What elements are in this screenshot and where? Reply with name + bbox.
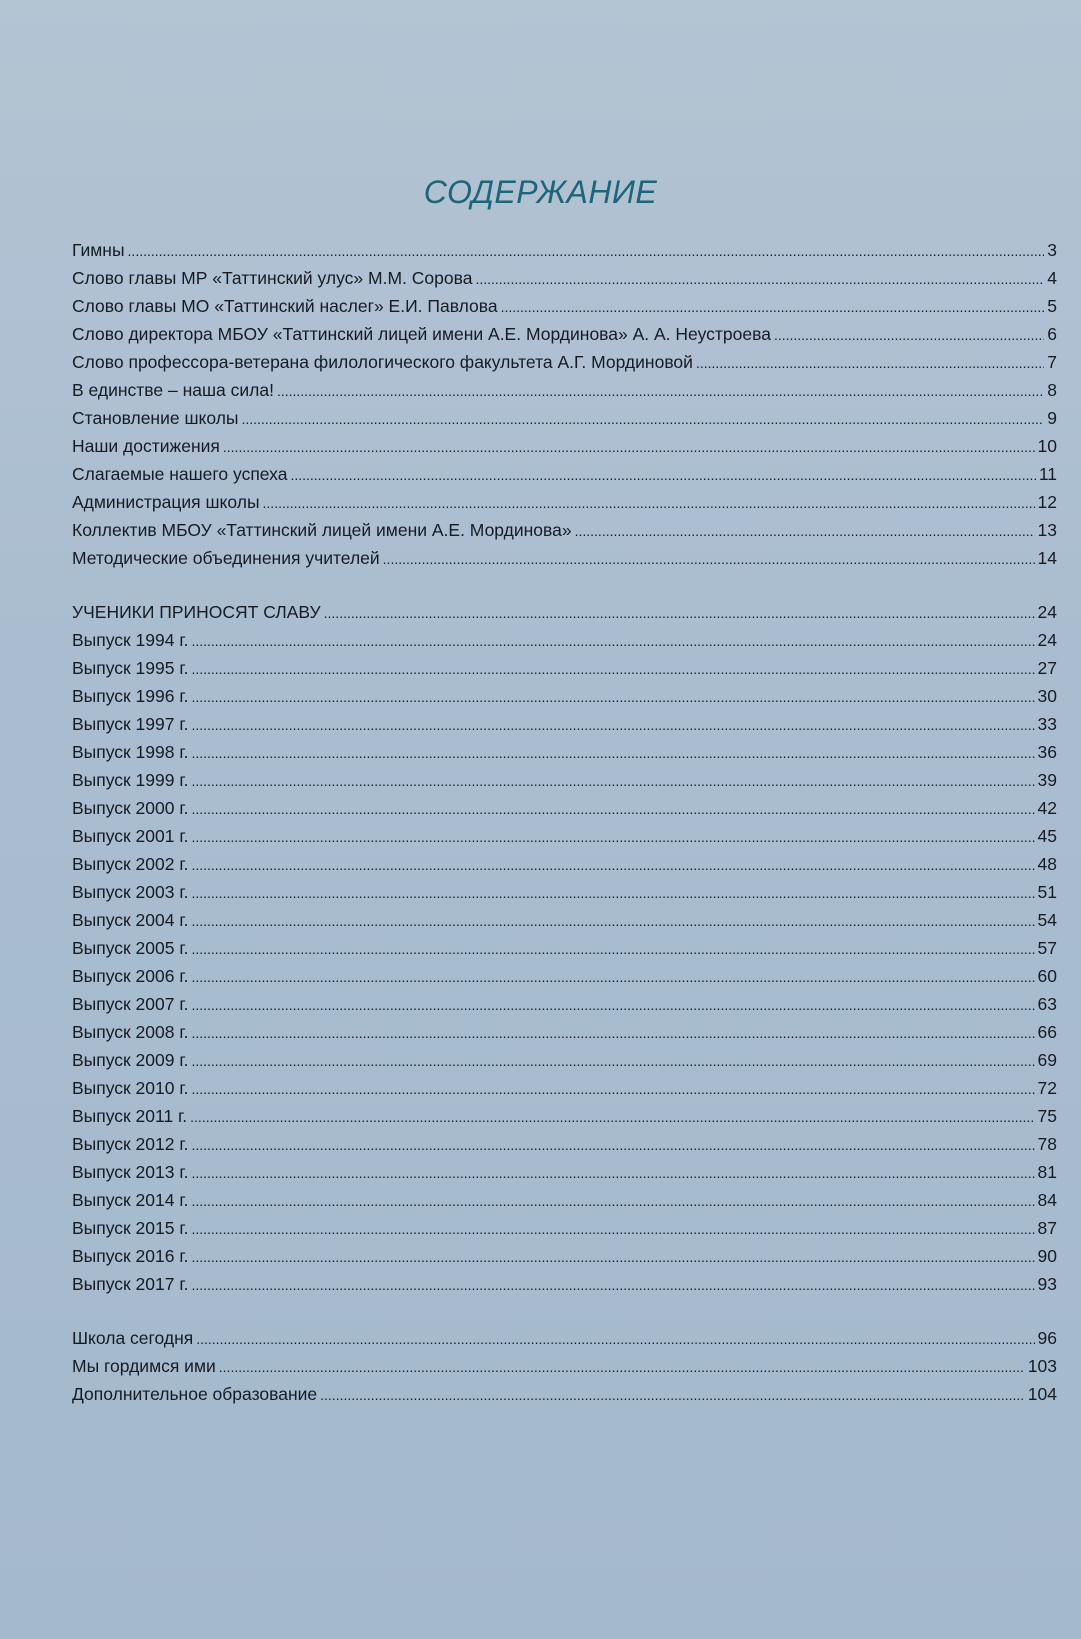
toc-entry-page-number: 57 <box>1037 938 1057 958</box>
toc-entry[interactable] <box>72 292 1057 320</box>
toc-entry[interactable] <box>72 1102 1057 1130</box>
dot-leader <box>475 265 1044 293</box>
toc-entry-page-number: 6 <box>1047 324 1057 344</box>
dot-leader <box>501 293 1044 321</box>
toc-entry-label: Выпуск 2017 г. <box>72 1274 189 1294</box>
toc-entry-page-number: 90 <box>1037 1246 1057 1266</box>
dot-leader <box>223 433 1035 461</box>
toc-entry[interactable] <box>72 404 1057 432</box>
dot-leader <box>191 711 1034 739</box>
toc-entry[interactable] <box>72 766 1057 794</box>
dot-leader <box>320 1381 1025 1409</box>
toc-entry[interactable] <box>72 1352 1057 1380</box>
dot-leader <box>191 1159 1034 1187</box>
toc-entry-label: Администрация школы <box>72 492 260 512</box>
toc-entry-label: Слово главы МР «Таттинский улус» М.М. Сорова <box>72 268 473 288</box>
dot-leader <box>191 767 1034 795</box>
toc-entry-page-number: 42 <box>1037 798 1057 818</box>
toc-entry-page-number: 93 <box>1037 1274 1057 1294</box>
toc-entry-page-number: 5 <box>1047 296 1057 316</box>
dot-leader <box>774 321 1044 349</box>
toc-entry-page-number: 14 <box>1037 548 1057 568</box>
section-spacer <box>72 1298 1057 1324</box>
toc-entry[interactable] <box>72 1186 1057 1214</box>
section-spacer <box>72 572 1057 598</box>
toc-entry[interactable] <box>72 626 1057 654</box>
toc-entry-label: Слово профессора-ветерана филологического факультета А.Г. Мординовой <box>72 352 693 372</box>
toc-entry[interactable] <box>72 488 1057 516</box>
toc-entry-page-number: 54 <box>1037 910 1057 930</box>
toc-entry-label: Выпуск 2000 г. <box>72 798 189 818</box>
toc-entry-label: Выпуск 2007 г. <box>72 994 189 1014</box>
dot-leader <box>324 599 1035 627</box>
toc-entry-page-number: 103 <box>1027 1356 1057 1376</box>
table-of-contents <box>72 236 1057 1408</box>
dot-leader <box>263 489 1035 517</box>
toc-entry[interactable] <box>72 1158 1057 1186</box>
toc-entry-label: Школа сегодня <box>72 1328 194 1348</box>
dot-leader <box>242 405 1045 433</box>
toc-entry[interactable] <box>72 516 1057 544</box>
dot-leader <box>196 1325 1034 1353</box>
toc-entry[interactable] <box>72 460 1057 488</box>
toc-entry-label: Выпуск 2012 г. <box>72 1134 189 1154</box>
toc-entry-page-number: 36 <box>1037 742 1057 762</box>
toc-section-intro <box>72 236 1057 572</box>
toc-entry-label: Выпуск 2013 г. <box>72 1162 189 1182</box>
toc-entry-page-number: 11 <box>1038 464 1057 484</box>
toc-entry-page-number: 96 <box>1037 1328 1057 1348</box>
toc-entry[interactable] <box>72 878 1057 906</box>
dot-leader <box>191 1019 1034 1047</box>
toc-entry-page-number: 66 <box>1037 1022 1057 1042</box>
page-title: СОДЕРЖАНИЕ <box>423 174 658 210</box>
dot-leader <box>191 991 1034 1019</box>
toc-entry-label: Выпуск 2009 г. <box>72 1050 189 1070</box>
toc-entry[interactable] <box>72 1242 1057 1270</box>
toc-entry-page-number: 78 <box>1037 1134 1057 1154</box>
toc-entry[interactable] <box>72 544 1057 572</box>
toc-entry[interactable] <box>72 1018 1057 1046</box>
toc-entry-page-number: 39 <box>1037 770 1057 790</box>
toc-entry[interactable] <box>72 710 1057 738</box>
toc-entry[interactable] <box>72 990 1057 1018</box>
toc-entry-page-number: 75 <box>1037 1106 1057 1126</box>
toc-entry-page-number: 60 <box>1037 966 1057 986</box>
toc-entry[interactable] <box>72 1046 1057 1074</box>
toc-entry-page-number: 87 <box>1037 1218 1057 1238</box>
toc-entry[interactable] <box>72 822 1057 850</box>
toc-entry-label: Выпуск 2010 г. <box>72 1078 189 1098</box>
dot-leader <box>128 237 1044 265</box>
toc-entry[interactable] <box>72 236 1057 264</box>
toc-entry[interactable] <box>72 1324 1057 1352</box>
toc-entry-page-number: 3 <box>1047 240 1057 260</box>
dot-leader <box>191 683 1034 711</box>
toc-entry[interactable] <box>72 432 1057 460</box>
toc-entry[interactable] <box>72 850 1057 878</box>
toc-entry-label: В единстве – наша сила! <box>72 380 274 400</box>
toc-entry-page-number: 8 <box>1047 380 1057 400</box>
dot-leader <box>191 823 1034 851</box>
toc-entry-page-number: 27 <box>1037 658 1057 678</box>
dot-leader <box>190 1103 1034 1131</box>
dot-leader <box>191 963 1034 991</box>
toc-entry-page-number: 24 <box>1037 602 1057 622</box>
dot-leader <box>290 461 1035 489</box>
toc-entry[interactable] <box>72 794 1057 822</box>
toc-entry-label: Слово директора МБОУ «Таттинский лицей имени А.Е. Мординова» А. А. Неустроева <box>72 324 771 344</box>
dot-leader <box>277 377 1044 405</box>
toc-entry-page-number: 10 <box>1037 436 1057 456</box>
dot-leader <box>191 655 1034 683</box>
dot-leader <box>191 907 1034 935</box>
toc-entry-label: Становление школы <box>72 408 239 428</box>
dot-leader <box>383 545 1035 573</box>
toc-entry-label: Гимны <box>72 240 125 260</box>
dot-leader <box>191 1243 1034 1271</box>
toc-entry-label: УЧЕНИКИ ПРИНОСЯТ СЛАВУ <box>72 602 321 622</box>
toc-entry-label: Выпуск 2001 г. <box>72 826 189 846</box>
toc-entry[interactable] <box>72 598 1057 626</box>
dot-leader <box>191 627 1034 655</box>
toc-entry-label: Слагаемые нашего успеха <box>72 464 288 484</box>
toc-entry-page-number: 84 <box>1037 1190 1057 1210</box>
toc-entry-label: Выпуск 1998 г. <box>72 742 189 762</box>
dot-leader <box>191 1271 1034 1299</box>
toc-entry[interactable] <box>72 1074 1057 1102</box>
toc-entry-label: Слово главы МО «Таттинский наслег» Е.И. Павлова <box>72 296 498 316</box>
toc-entry-label: Выпуск 1995 г. <box>72 658 189 678</box>
toc-entry-label: Выпуск 1994 г. <box>72 630 189 650</box>
dot-leader <box>191 795 1034 823</box>
toc-entry-label: Дополнительное образование <box>72 1384 318 1404</box>
toc-entry[interactable] <box>72 738 1057 766</box>
toc-entry[interactable] <box>72 1270 1057 1298</box>
toc-entry[interactable] <box>72 348 1057 376</box>
toc-entry-label: Выпуск 2015 г. <box>72 1218 189 1238</box>
dot-leader <box>696 349 1044 377</box>
toc-entry[interactable] <box>72 1130 1057 1158</box>
toc-entry-label: Наши достижения <box>72 436 220 456</box>
toc-entry-label: Мы гордимся ими <box>72 1356 216 1376</box>
toc-entry-label: Выпуск 2004 г. <box>72 910 189 930</box>
toc-entry-page-number: 24 <box>1037 630 1057 650</box>
toc-entry-page-number: 45 <box>1037 826 1057 846</box>
toc-entry-label: Выпуск 2016 г. <box>72 1246 189 1266</box>
toc-entry-page-number: 30 <box>1037 686 1057 706</box>
toc-entry[interactable] <box>72 376 1057 404</box>
toc-entry-label: Выпуск 2002 г. <box>72 854 189 874</box>
dot-leader <box>191 1131 1034 1159</box>
toc-entry-label: Выпуск 2003 г. <box>72 882 189 902</box>
toc-entry-label: Выпуск 2014 г. <box>72 1190 189 1210</box>
toc-entry[interactable] <box>72 934 1057 962</box>
toc-entry-page-number: 33 <box>1037 714 1057 734</box>
dot-leader <box>191 1187 1034 1215</box>
toc-entry[interactable] <box>72 962 1057 990</box>
toc-entry-page-number: 9 <box>1047 408 1057 428</box>
toc-entry-label: Выпуск 2011 г. <box>72 1106 188 1126</box>
toc-entry-page-number: 51 <box>1037 882 1057 902</box>
toc-entry-page-number: 4 <box>1047 268 1057 288</box>
dot-leader <box>191 1075 1034 1103</box>
toc-entry-label: Выпуск 2008 г. <box>72 1022 189 1042</box>
toc-entry-page-number: 104 <box>1027 1384 1057 1404</box>
dot-leader <box>191 1215 1034 1243</box>
toc-entry-label: Методические объединения учителей <box>72 548 380 568</box>
toc-entry-page-number: 69 <box>1037 1050 1057 1070</box>
toc-section-today <box>72 1324 1057 1408</box>
dot-leader <box>191 935 1034 963</box>
toc-entry[interactable] <box>72 682 1057 710</box>
toc-section-graduates <box>72 598 1057 1298</box>
dot-leader <box>191 739 1034 767</box>
toc-entry[interactable] <box>72 320 1057 348</box>
toc-entry[interactable] <box>72 264 1057 292</box>
toc-entry-page-number: 48 <box>1037 854 1057 874</box>
toc-entry-label: Выпуск 2005 г. <box>72 938 189 958</box>
toc-entry-label: Выпуск 2006 г. <box>72 966 189 986</box>
toc-entry-label: Коллектив МБОУ «Таттинский лицей имени А.Е. Мординова» <box>72 520 572 540</box>
toc-entry[interactable] <box>72 1214 1057 1242</box>
toc-entry-page-number: 81 <box>1037 1162 1057 1182</box>
toc-entry-page-number: 13 <box>1037 520 1057 540</box>
toc-entry[interactable] <box>72 906 1057 934</box>
dot-leader <box>219 1353 1025 1381</box>
toc-entry[interactable] <box>72 654 1057 682</box>
toc-entry[interactable] <box>72 1380 1057 1408</box>
toc-entry-label: Выпуск 1999 г. <box>72 770 189 790</box>
dot-leader <box>191 851 1034 879</box>
dot-leader <box>191 879 1034 907</box>
toc-entry-page-number: 12 <box>1037 492 1057 512</box>
toc-entry-page-number: 7 <box>1047 352 1057 372</box>
toc-entry-page-number: 72 <box>1037 1078 1057 1098</box>
toc-entry-label: Выпуск 1997 г. <box>72 714 189 734</box>
dot-leader <box>575 517 1035 545</box>
toc-entry-label: Выпуск 1996 г. <box>72 686 189 706</box>
dot-leader <box>191 1047 1034 1075</box>
toc-entry-page-number: 63 <box>1037 994 1057 1014</box>
